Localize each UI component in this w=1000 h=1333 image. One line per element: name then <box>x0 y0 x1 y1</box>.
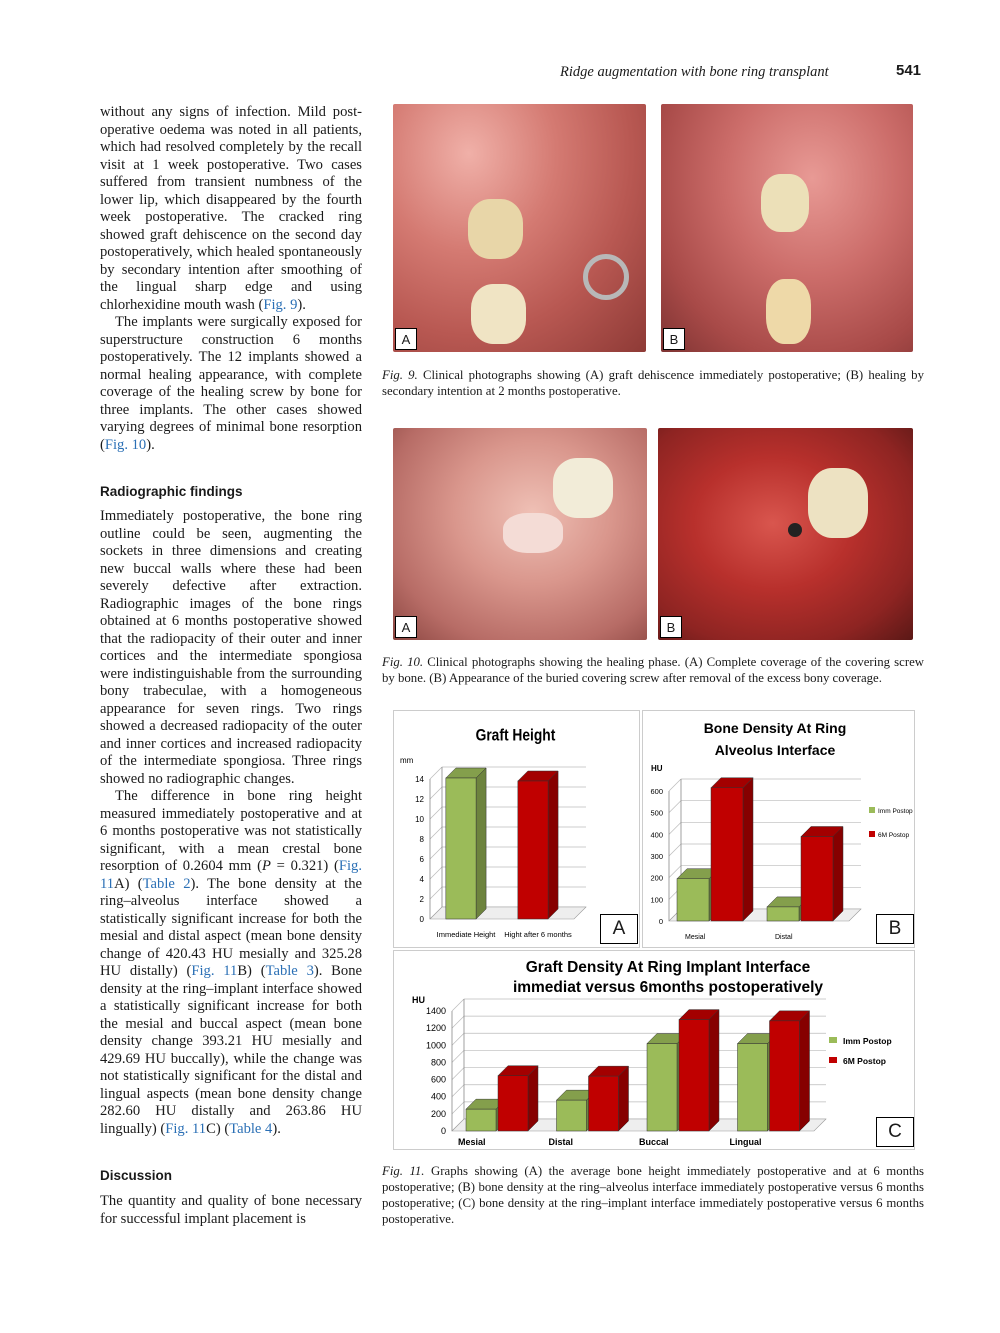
gridline-depth <box>669 844 681 856</box>
chart-b-x-label: Mesial <box>685 934 706 941</box>
chart-c-ylabel: HU <box>412 995 425 1005</box>
chart-b-ylabel: HU <box>651 764 663 773</box>
chart-c-bar <box>679 1020 709 1131</box>
gridline-depth <box>430 767 442 779</box>
y-tick-label: 200 <box>430 1108 446 1119</box>
chart-c-legend-label: Imm Postop <box>843 1036 892 1046</box>
y-tick-label: 500 <box>650 808 663 818</box>
y-tick-label: 1200 <box>425 1023 446 1034</box>
chart-c-x-label: Buccal <box>639 1137 669 1147</box>
y-tick-label: 100 <box>650 895 663 905</box>
chart-b-bar-side <box>743 778 753 921</box>
fig9-label-b: B <box>663 328 685 350</box>
tooth-shape <box>766 279 811 344</box>
y-tick-label: 200 <box>650 873 663 883</box>
chart-a-bar <box>446 778 476 919</box>
gridline-depth <box>430 887 442 899</box>
fig10-label-a: A <box>395 616 417 638</box>
chart-c-bar-side <box>800 1011 810 1131</box>
graft-shape <box>503 513 563 553</box>
y-tick-label: 600 <box>650 787 663 796</box>
chart-a-x-label: Hight after 6 months <box>504 930 572 939</box>
chart-a-bar-side <box>548 771 558 919</box>
chart-b-legend-swatch <box>869 831 875 837</box>
chart-b-bar <box>767 907 799 921</box>
chart-a-bar-side <box>476 768 486 919</box>
chart-b-bar <box>801 837 833 922</box>
gridline-depth <box>669 779 681 791</box>
chart-a <box>394 711 639 947</box>
tooth-shape <box>761 174 809 232</box>
y-tick-label: 0 <box>419 915 424 924</box>
chart-c-bar-side <box>528 1066 538 1131</box>
y-tick-label: 12 <box>415 795 424 804</box>
chart-b-legend-label: Imm Postop <box>878 808 913 815</box>
chart-a-title: Graft Height <box>475 726 556 746</box>
chart-b-title-line1: Bone Density At Ring <box>703 720 847 736</box>
fig10-label-b: B <box>660 616 682 638</box>
chart-b-bar <box>677 879 709 921</box>
gridline-depth <box>430 847 442 859</box>
chart-a-x-label: Immediate Height <box>436 930 496 939</box>
chart-b-legend-swatch <box>869 807 875 813</box>
chart-c-bar-side <box>619 1066 629 1131</box>
discussion-section <box>100 1167 362 1185</box>
link-fig11b[interactable]: Fig. 11 <box>191 963 238 979</box>
gridline-depth <box>452 1068 464 1080</box>
chart-c-bar <box>466 1109 496 1131</box>
page-number: 541 <box>896 62 922 79</box>
tooth-shape <box>553 458 613 518</box>
y-tick-label: 8 <box>419 835 424 844</box>
heading-discussion: Discussion <box>100 1168 173 1183</box>
radiographic-body <box>100 508 362 1138</box>
tooth-shape <box>468 199 523 259</box>
paragraph-5: The quantity and quality of bone necessary for successful implant placement is <box>100 1193 362 1227</box>
tooth-shape <box>471 284 526 344</box>
chart-c-bar <box>770 1021 800 1131</box>
chart-c-bar <box>589 1076 619 1131</box>
chart-b-x-label: Distal <box>775 934 793 941</box>
y-tick-label: 14 <box>415 775 424 784</box>
paragraph-3: Immediately postoperative, the bone ring outline could be seen, augmenting the sockets in three dimensions and creating new buccal walls where these had been severely defective after extraction. Radiographic images of the bone rings obtained at 6 months postoperative showed that the radiopacity of their outer and inner cortices and the intermediate spongiosa were indistinguishable from the surrounding bony trabeculae, with a homogeneous appearance for seven rings. Two rings showed a decreased radiopacity of the outer and inner cortices and increased radiopacity of the intermediate spongiosa. Three rings showed no radiographic changes. <box>100 508 362 787</box>
discussion-body <box>100 1193 362 1228</box>
fig9-photo-a <box>393 104 646 352</box>
link-table2[interactable]: Table 2 <box>142 875 191 892</box>
chart-b-bar <box>711 788 743 921</box>
chart-c-bar <box>738 1044 768 1131</box>
y-tick-label: 0 <box>658 917 663 926</box>
y-tick-label: 4 <box>419 875 424 884</box>
gridline-depth <box>452 1050 464 1062</box>
fig9-label-a: A <box>395 328 417 350</box>
fig10-caption: Fig. 10. Clinical photographs showing the healing phase. (A) Complete coverage of the covering screw by bone. (B) Appearance of the buried covering screw after removal of the excess bony coverage. <box>382 655 925 685</box>
chart-c-x-label: Mesial <box>458 1137 486 1147</box>
radiographic-section <box>100 483 362 501</box>
link-fig11c[interactable]: Fig. 11 <box>165 1120 207 1137</box>
gridline-depth <box>430 787 442 799</box>
gridline-depth <box>430 827 442 839</box>
chart-c-legend-swatch <box>829 1037 837 1043</box>
chart-c-x-label: Lingual <box>729 1137 762 1147</box>
y-tick-label: 400 <box>430 1091 446 1102</box>
chart-c-bar-side <box>709 1010 719 1131</box>
chart-c <box>394 951 914 1149</box>
fig9-photo-b <box>661 104 913 352</box>
y-tick-label: 1400 <box>425 1006 446 1016</box>
gridline-depth <box>669 866 681 878</box>
screw-shape <box>788 523 802 537</box>
chart-b-box <box>642 710 915 948</box>
gridline-depth <box>430 867 442 879</box>
chart-c-x-label: Distal <box>548 1137 574 1147</box>
gridline-depth <box>669 822 681 834</box>
running-header-title: Ridge augmentation with bone ring transplant <box>560 64 829 80</box>
chart-b <box>643 711 914 947</box>
chart-c-bar <box>647 1044 677 1131</box>
chart-a-ylabel: mm <box>400 756 414 765</box>
chart-a-bar <box>518 781 548 919</box>
chart-b-legend-label: 6M Postop <box>878 832 910 839</box>
link-fig11a[interactable]: Fig. 11 <box>100 858 363 892</box>
y-tick-label: 600 <box>430 1074 446 1085</box>
gridline-depth <box>452 1033 464 1045</box>
gridline-depth <box>452 1102 464 1114</box>
instrument-shape <box>583 254 629 300</box>
y-tick-label: 1000 <box>425 1040 446 1051</box>
chart-c-bar <box>557 1100 587 1131</box>
chart-c-legend-swatch <box>829 1057 837 1063</box>
heading-radiographic-findings: Radiographic findings <box>100 484 243 499</box>
y-tick-label: 2 <box>419 895 424 904</box>
link-table3[interactable]: Table 3 <box>265 963 314 979</box>
y-tick-label: 6 <box>419 855 424 864</box>
fig11-caption: Fig. 11. Graphs showing (A) the average bone height immediately postoperative and at 6 months postoperative; (B) bone density at the ring–alveolus interface immediately postoperative versus 6 months postoperative; (C) bone density at the ring–implant interface immediately postoperative versus 6 months postoperative. <box>382 1164 924 1226</box>
chart-c-panel-label: C <box>876 1117 914 1147</box>
gridline-depth <box>669 801 681 813</box>
y-tick-label: 800 <box>430 1057 446 1068</box>
fig9-caption: Fig. 9. Clinical photographs showing (A) graft dehiscence immediately postoperative; (B) healing by secondary intention at 2 months postoperative. <box>382 368 924 398</box>
chart-a-box <box>393 710 640 948</box>
chart-a-panel-label: A <box>600 914 638 944</box>
paragraph-1: without any signs of infection. Mild post-operative oedema was noted in all patients, which had resolved completely by the recall visit at 1 week postoperative. Two cases suffered from transient numbness of the lower lip, which disappeared by the fourth week postoperative. The cracked ring showed graft dehiscence on the second day postoperatively, which healed spontaneously by secondary intention after smoothing of the lingual sharp edge and using chlorhexidine mouth wash (Fig. 9). <box>100 104 362 313</box>
paragraph-4: The difference in bone ring height measured immediately postoperative and at 6 months postoperative was not statistically significant, with a mean crestal bone resorption of 0.2604 mm (P = 0.321) (Fig. 11A) (Table 2). The bone density at the ring–alveolus interface showed a statistically significant increase for both the mesial and distal aspect (mean bone density change of 420.43 HU mesially and 325.28 HU distally) (Fig. 11B) (Table 3). Bone density at the ring–implant interface showed a statistically significant increase for both the mesial and buccal aspect (mean bone density change 393.21 HU mesially and 429.69 HU buccally), while the change was not statistically significant for the distal and lingual aspects (mean bone density change 282.60 HU distally and 263.86 HU lingually) (Fig. 11C) (Table 4). <box>100 788 363 1137</box>
fig10-photo-a <box>393 428 647 640</box>
gridline-depth <box>430 807 442 819</box>
fig10-photo-b <box>658 428 913 640</box>
tooth-shape <box>808 468 868 538</box>
chart-c-box <box>393 950 915 1150</box>
chart-c-bar <box>498 1076 528 1131</box>
chart-b-title-line2: Alveolus Interface <box>714 742 836 758</box>
y-tick-label: 300 <box>650 852 663 861</box>
chart-c-subtitle: immediat versus 6months postoperatively <box>512 979 824 996</box>
chart-b-bar-side <box>833 827 843 922</box>
link-table4[interactable]: Table 4 <box>229 1120 273 1137</box>
link-fig10[interactable]: Fig. 10 <box>104 436 147 453</box>
paragraph-2: The implants were surgically exposed for superstructure construction 6 months postoperatively. The 12 implants showed a normal healing appearance, with complete coverage of the healing screw by bone for three implants. The other cases showed varying degrees of minimal bone resorption (Fig. 10). <box>100 314 362 453</box>
gridline-depth <box>452 1016 464 1028</box>
gridline-depth <box>452 1085 464 1097</box>
chart-b-panel-label: B <box>876 914 914 944</box>
chart-c-title: Graft Density At Ring Implant Interface <box>525 959 811 976</box>
left-column <box>100 104 362 454</box>
chart-c-legend-label: 6M Postop <box>843 1056 886 1066</box>
y-tick-label: 0 <box>440 1126 446 1136</box>
y-tick-label: 400 <box>650 830 663 840</box>
link-fig9[interactable]: Fig. 9 <box>263 296 298 313</box>
y-tick-label: 10 <box>415 815 424 824</box>
gridline-depth <box>452 999 464 1011</box>
